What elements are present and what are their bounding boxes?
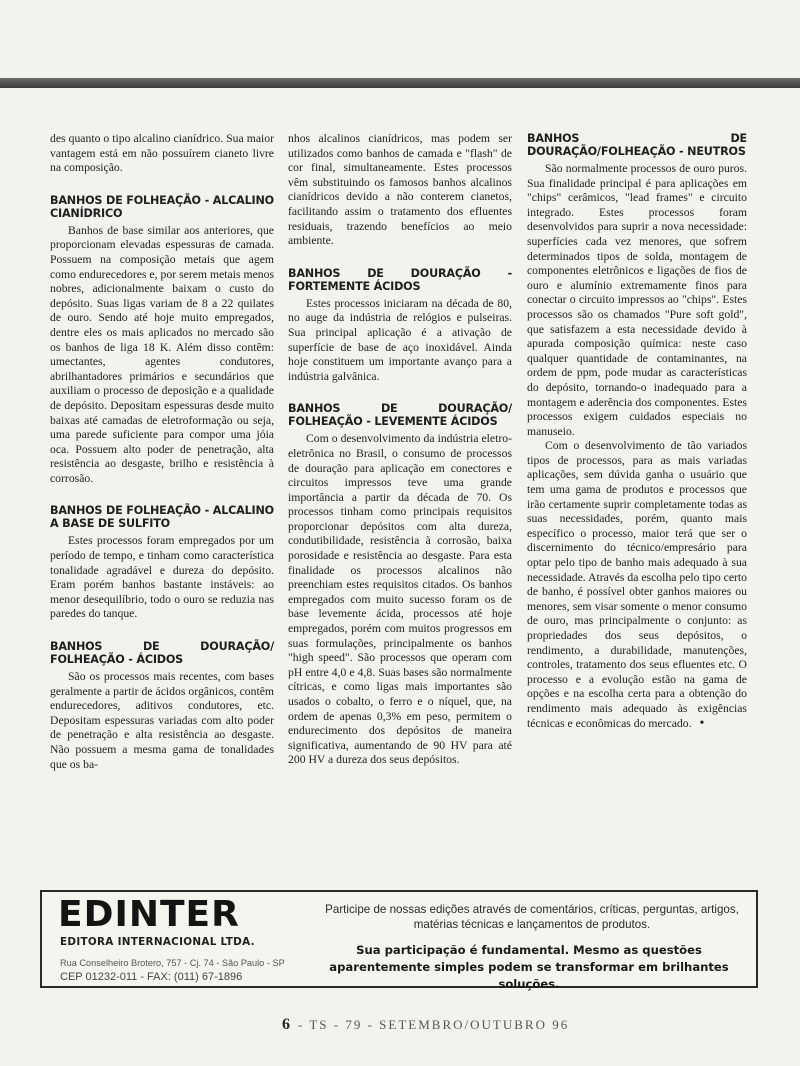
paragraph: Banhos de base similar aos anteriores, que proporcionam elevadas espessuras de camada. Possuem na composição metais que agem como endurecedores e, por serem metais menos nobres, adicionalmente baixam o custo do depósito. Suas ligas variam de 8 a 22 quilates de ouro. Sendo até hoje muito empregados, dentre eles os mais aplicados no mercado são os banhos de liga 18 K. Além disso contêm: umectantes, agentes condutores, abrilhantadores primários e secundários que auxiliam o processo de deposição e a qualidade de depósito. Depositam espessuras desde muito baixas até camadas de eletroformação ou seja, uma parede suficiente para compor uma jóia oca. Possuem alto poder de penetração, alta resistência ao desgaste, brilho e resistência à corrosão. [50, 223, 274, 485]
page-footer [282, 1016, 569, 1034]
advertisement-box [40, 890, 758, 991]
section-heading: BANHOS DE DOURAÇÃO - FORTEMENTE ÁCIDOS [288, 266, 512, 293]
article-column-3 [527, 132, 747, 731]
edinter-logo: EDINTER [58, 894, 240, 935]
header-rule [0, 78, 800, 88]
ad-invitation-text: Participe de nossas edições através de comentários, críticas, perguntas, artigos, matérias técnicas e lançamentos de produtos. [325, 903, 739, 931]
paragraph: Estes processos foram empregados por um período de tempo, e tinham como característica tonalidade agradável e dureza do depósito. Eram porém banhos bastante instáveis: ao menor desequilíbrio, todo o ouro se reduzia nas paredes do tanque. [50, 534, 274, 621]
issue-info: - TS - 79 - SETEMBRO/OUTUBRO 96 [298, 1017, 570, 1032]
end-of-article-mark: • [699, 715, 705, 731]
paragraph: São os processos mais recentes, com bases geralmente a partir de ácidos orgânicos, contêm endurecedores, aditivos condutores, etc. Depositam espessuras variadas com alto poder de penetração e alta resistência ao desgaste. Não possuem a mesma gama de tonalidades que os ba- [50, 670, 274, 771]
page-number: 6 [282, 1016, 292, 1033]
publisher-address: Rua Conselheiro Brotero, 757 - Cj. 74 - São Paulo - SP [60, 958, 285, 968]
publisher-name: EDITORA INTERNACIONAL LTDA. [60, 936, 255, 948]
section-heading: BANHOS DE DOURAÇÃO/ FOLHEAÇÃO - ÁCIDOS [50, 640, 274, 667]
article-column-2 [288, 132, 512, 768]
section-heading: BANHOS DE DOURAÇÃO/ FOLHEAÇÃO - LEVEMENTE ÁCIDOS [288, 402, 512, 429]
paragraph: nhos alcalinos cianídricos, mas podem ser utilizados como banhos de camada e "flash" de cor final, simultaneamente. Estes processos vêm substituindo os famosos banhos alcalinos cianídricos devido a não conterem cianetos, facilitando assim o tratamento dos efluentes residuais, trazendo benefícios ao meio ambiente. [288, 132, 512, 248]
paragraph: São normalmente processos de ouro puros. Sua finalidade principal é para aplicações em "chips" cerâmicos, "lead frames" e circuito integrado. Estes processos foram desenvolvidos para suprir a nova necessidade: superfícies cada vez menores, que sofrem determinados tipos de solda, montagem de componentes eletrônicos e ligações de fios de ouro e alumínio extremamente finos para conectar o circuito impressos ao "chips". Estes processos são os chamados "Pure soft gold", que satisfazem a esta necessidade devido à apurada composição química: neste caso qualquer quantidade de contaminantes, na ordem de ppm, pode mudar as características do depósito, tornando-o inadequado para a montagem e aderência dos componentes. Estes processos exigem cuidados especiais no manuseio. [527, 162, 747, 438]
paragraph: Com o desenvolvimento da indústria eletro-eletrônica no Brasil, o consumo de processos de douração para aplicação em conectores e circuitos impressos teve uma grande importância a partir da década de 70. Os processos tinham como principais requisitos proporcionar depósitos com alta dureza, condutibilidade, resistência à corrosão, baixa porosidade e resistência ao desgaste. Para esta finalidade os processos alcalinos não preenchiam estes requisitos citados. Os banhos empregados com muito sucesso foram os de base levemente ácida, processos até hoje empregados, porém com muitos progressos em suas formulações, principalmente os banhos "high speed". São processos que operam com pH entre 4,0 e 4,8. Suas bases são normalmente cítricas, e como ligas mais importantes são usados o cobalto, o ferro e o níquel, que, na ordem de apenas 0,3% em peso, permitem o endurecimento dos depósitos de maneira significativa, aumentando de 90 HV para até 200 HV a dureza dos seus depósitos. [288, 432, 512, 767]
section-heading: BANHOS DE FOLHEAÇÃO - ALCALINO A BASE DE SULFITO [50, 504, 274, 531]
ad-slogan-text: Sua participação é fundamental. Mesmo as questões aparentemente simples podem se transformar em brilhantes soluções. [329, 943, 729, 991]
paragraph [527, 439, 747, 731]
section-heading: BANHOS DE DOURAÇÃO/FOLHEAÇÃO - NEUTROS [527, 132, 747, 158]
paragraph: des quanto o tipo alcalino cianídrico. Sua maior vantagem está em não possuírem cianeto livre na composição. [50, 132, 274, 175]
article-column-1 [50, 132, 274, 772]
publisher-contact: CEP 01232-011 - FAX: (011) 67-1896 [60, 971, 243, 983]
paragraph: Estes processos iniciaram na década de 80, no auge da indústria de relógios e pulseiras. Sua principal aplicação é a ativação de superfície de base de aço inoxidável. Ainda hoje constituem um importante avanço para a indústria galvânica. [288, 296, 512, 383]
paragraph-text: Com o desenvolvimento de tão variados tipos de processos, para as mais variadas aplicações, sem dúvida ganha o usuário que tem uma gama de produtos e processos que irão certamente suprir completamente todas as suas necessidades, porém, quanto mais específico o processo, maior terá que ser o discernimento do técnico/empresário para optar pelo tipo de banho mais adequado à sua necessidade. Através da escolha pelo tipo certo de banho, é possível obter ganhos maiores ou menores, sem visar somente o menor consumo de ouro, mas principalmente o conjunto: as propriedades dos seus depósitos, o rendimento, a durabilidade, manutenções, controles, tratamento dos seus efluentes etc. O processo e a evolução estão na gama de opções e na escolha certa para a obtenção do rendimento mais adequado às exigências técnicas e econômicas do mercado. [527, 439, 747, 730]
section-heading: BANHOS DE FOLHEAÇÃO - ALCALINO CIANÍDRICO [50, 193, 274, 220]
